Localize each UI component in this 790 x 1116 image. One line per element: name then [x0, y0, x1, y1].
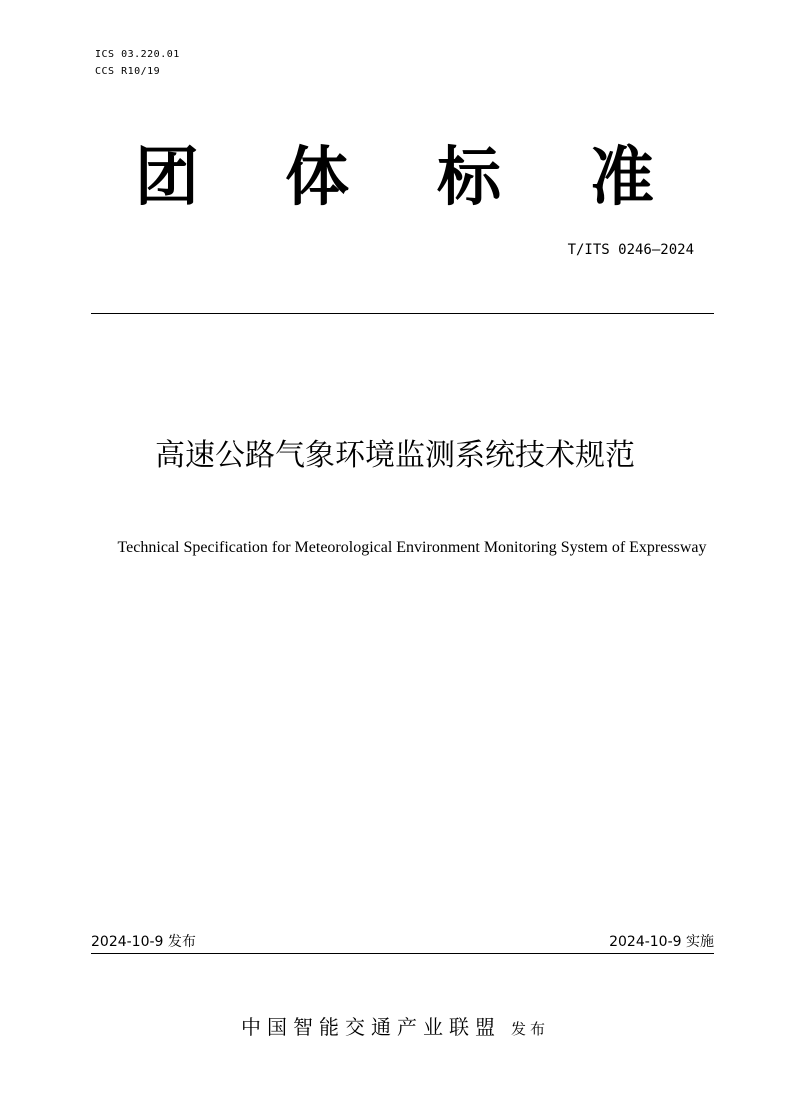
chinese-title: 高速公路气象环境监测系统技术规范	[155, 438, 635, 473]
issuer-name: 中国智能交通产业联盟	[240, 1015, 501, 1039]
issuer-line	[0, 1013, 790, 1041]
heading-char: 准	[590, 141, 654, 215]
ics-code: ICS 03.220.01	[95, 49, 180, 60]
heading-char: 团	[135, 141, 199, 215]
document-type-heading	[0, 142, 790, 222]
english-title: Technical Specification for Meteorological Environment Monitoring System of Expressway	[117, 539, 707, 556]
issue-label: 发布	[510, 1020, 549, 1038]
ccs-code: CCS R10/19	[95, 66, 161, 77]
top-divider	[91, 313, 714, 314]
heading-char: 标	[437, 141, 501, 215]
standard-number: T/ITS 0246—2024	[567, 242, 694, 258]
publish-date: 2024-10-9 发布	[91, 934, 196, 950]
effective-date: 2024-10-9 实施	[609, 934, 714, 950]
heading-char: 体	[285, 141, 349, 215]
bottom-divider	[91, 953, 714, 954]
